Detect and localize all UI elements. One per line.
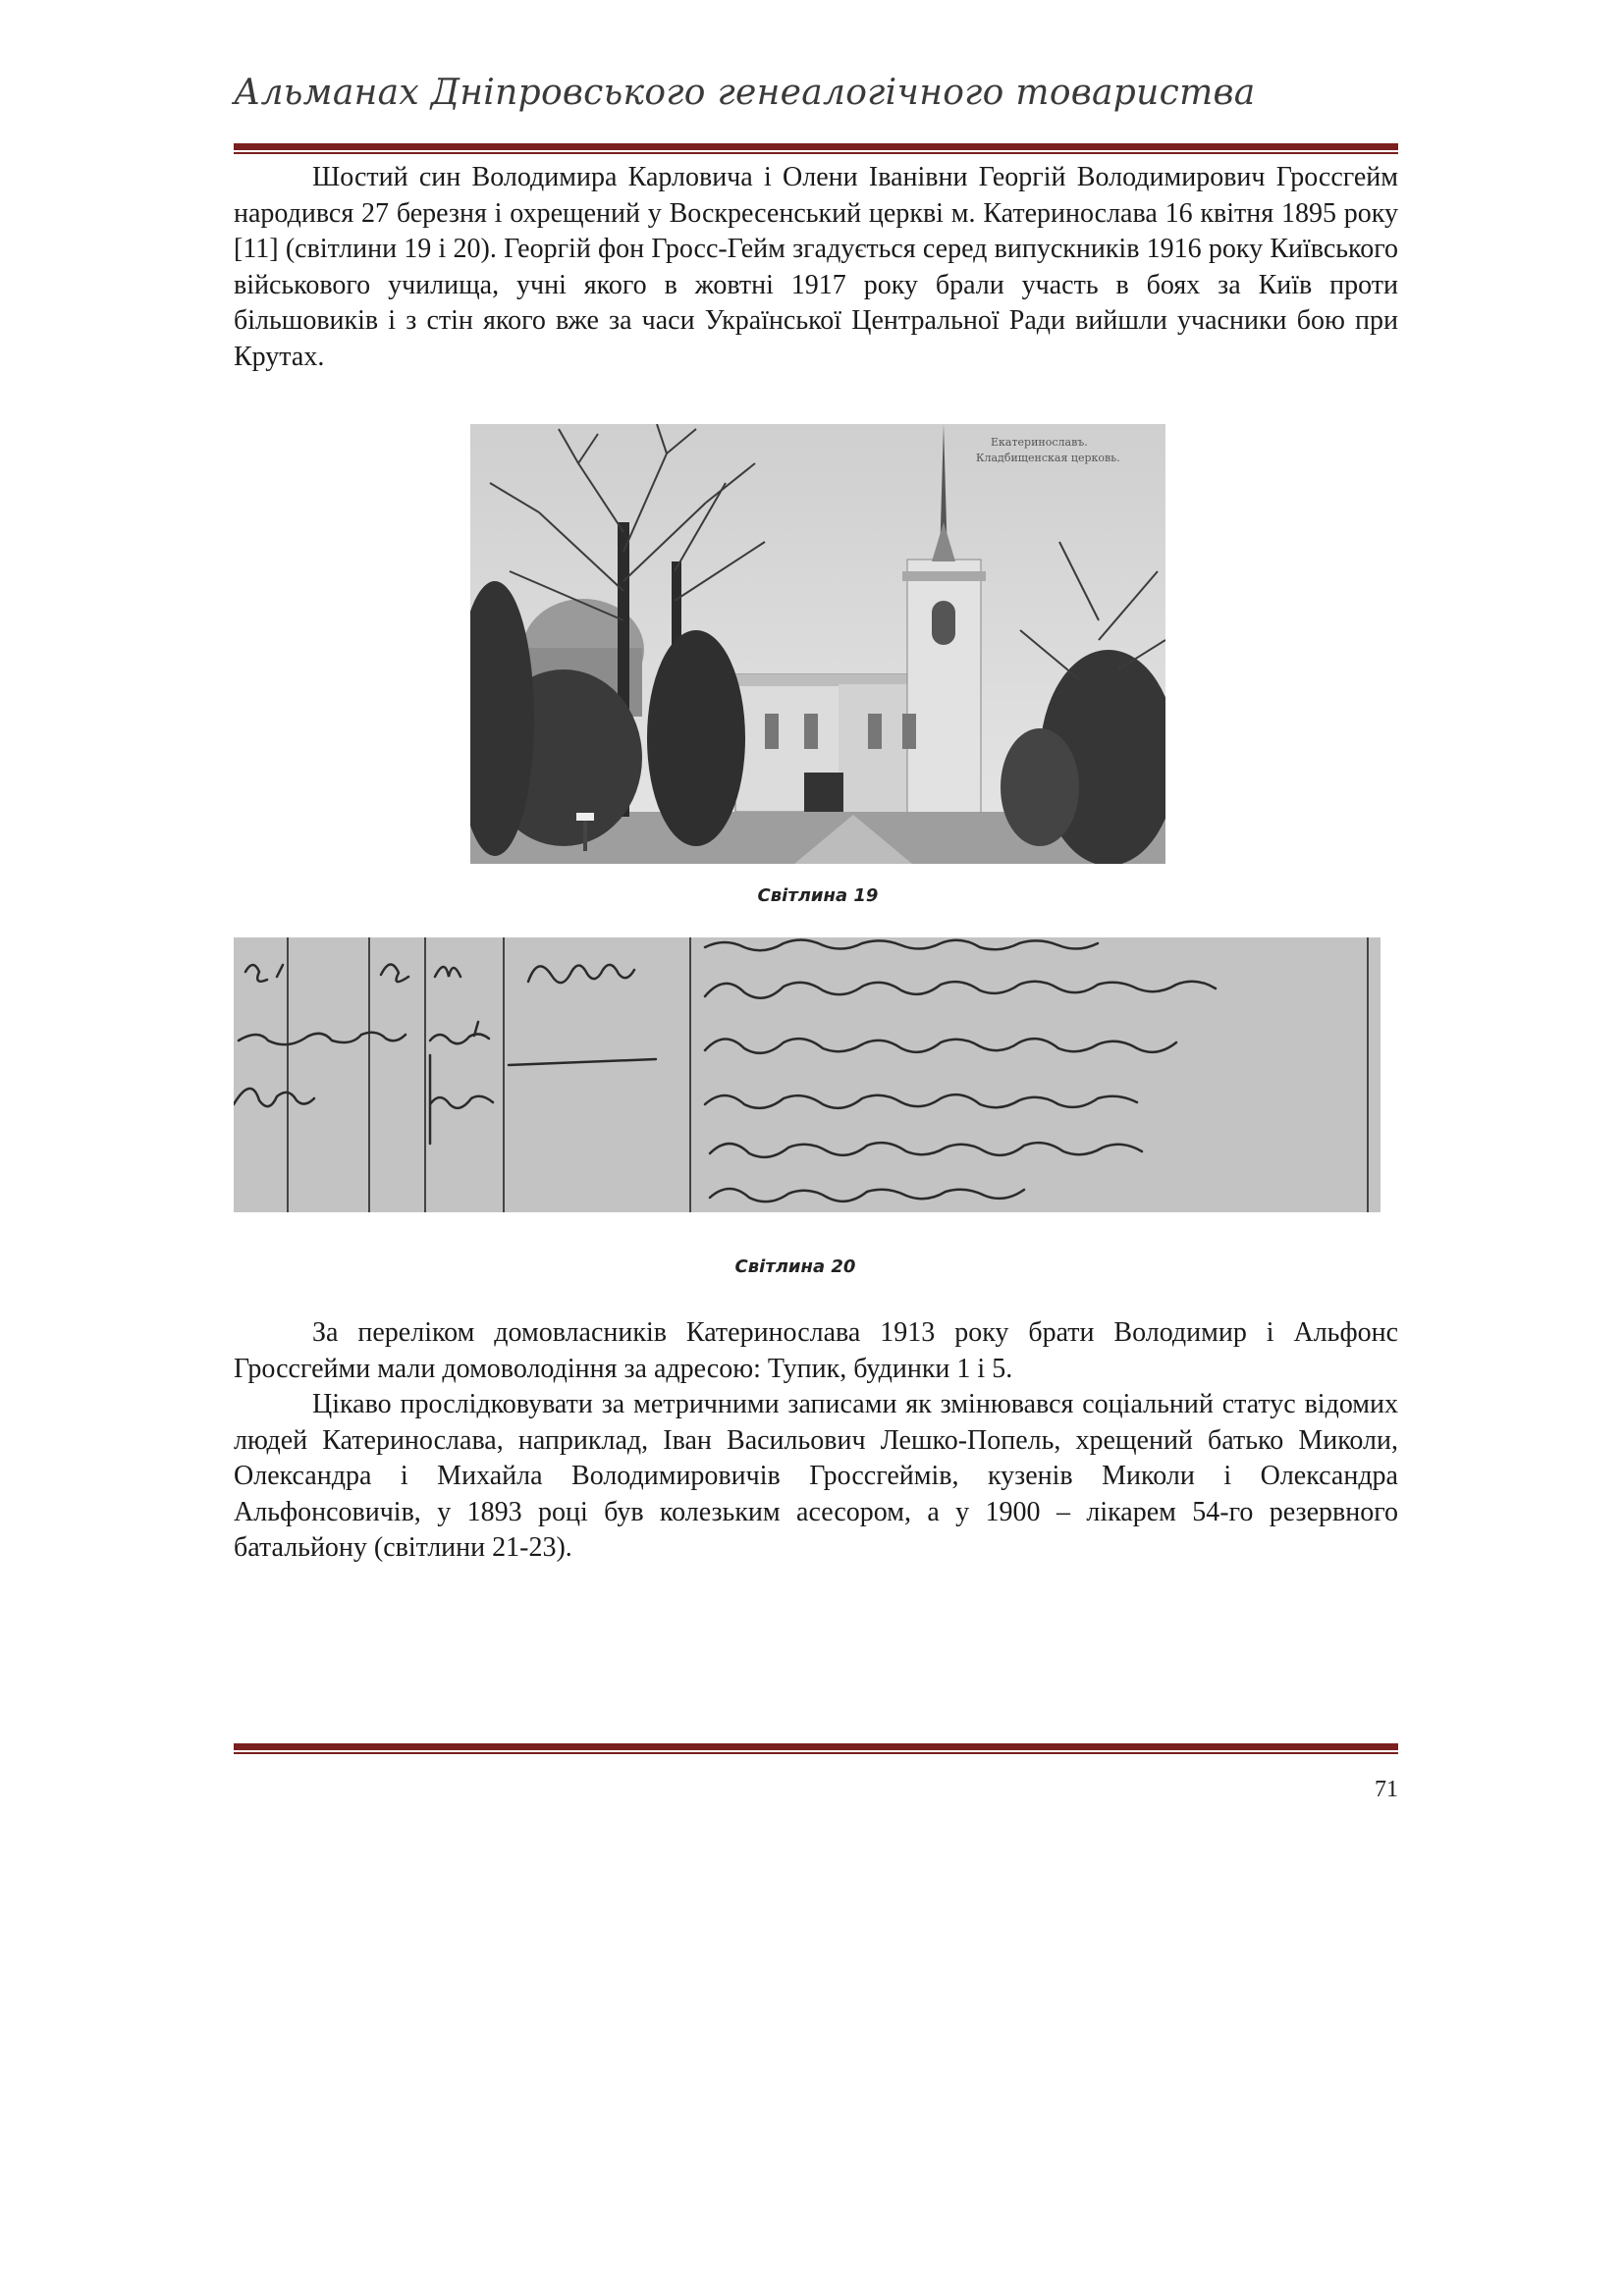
register-record-photo [234,937,1380,1212]
postcard-caption-line-1: Екатеринославъ. [991,436,1088,449]
body-paragraph-3: Цікаво прослідковувати за метричними записами як змінювався соціальний статус відомих людей Катеринослава, наприклад, Іван Васильович Лешко-Попель, хрещений батько Миколи, Олександра і Михайла Володимировичів Гроссгеймів, кузенів Миколи і Олександра Альфонсовичів, у 1893 році був колезьким асесором, а у 1900 – лікарем 54-го резервного батальйону (світлини 21-23). [234,1389,1398,1563]
church-photo [470,424,1165,864]
postcard-caption-line-2: Кладбищенская церковь. [976,452,1120,464]
body-paragraph-1: Шостий син Володимира Карловича і Олени Іванівни Георгій Володимирович Гроссгейм народився 27 березня і охрещений у Воскресенський церкві м. Катеринослава 16 квітня 1895 року [11] (світлини 19 і 20). Георгій фон Гросс-Гейм згадується серед випускників 1916 року Київського військового училища, учні якого в жовтні 1917 року брали участь в боях за Київ проти більшовиків і з стін якого вже за часи Української Центральної Ради вийшли учасники бою при Крутах. [234,162,1398,372]
figure-caption-20: Світлина 20 [734,1256,856,1277]
page-number: 71 [1375,1777,1398,1802]
header-rule [234,143,1398,154]
body-paragraph-2: За переліком домовласників Катеринослава 1913 року брати Володимир і Альфонс Гроссгейми мали домоволодіння за адресою: Тупик, будинки 1 і 5. [234,1317,1398,1384]
header-title: Альманах Дніпровського генеалогічного товариства [234,73,1256,113]
footer-rule [234,1743,1398,1754]
figure-caption-19: Світлина 19 [757,885,879,906]
